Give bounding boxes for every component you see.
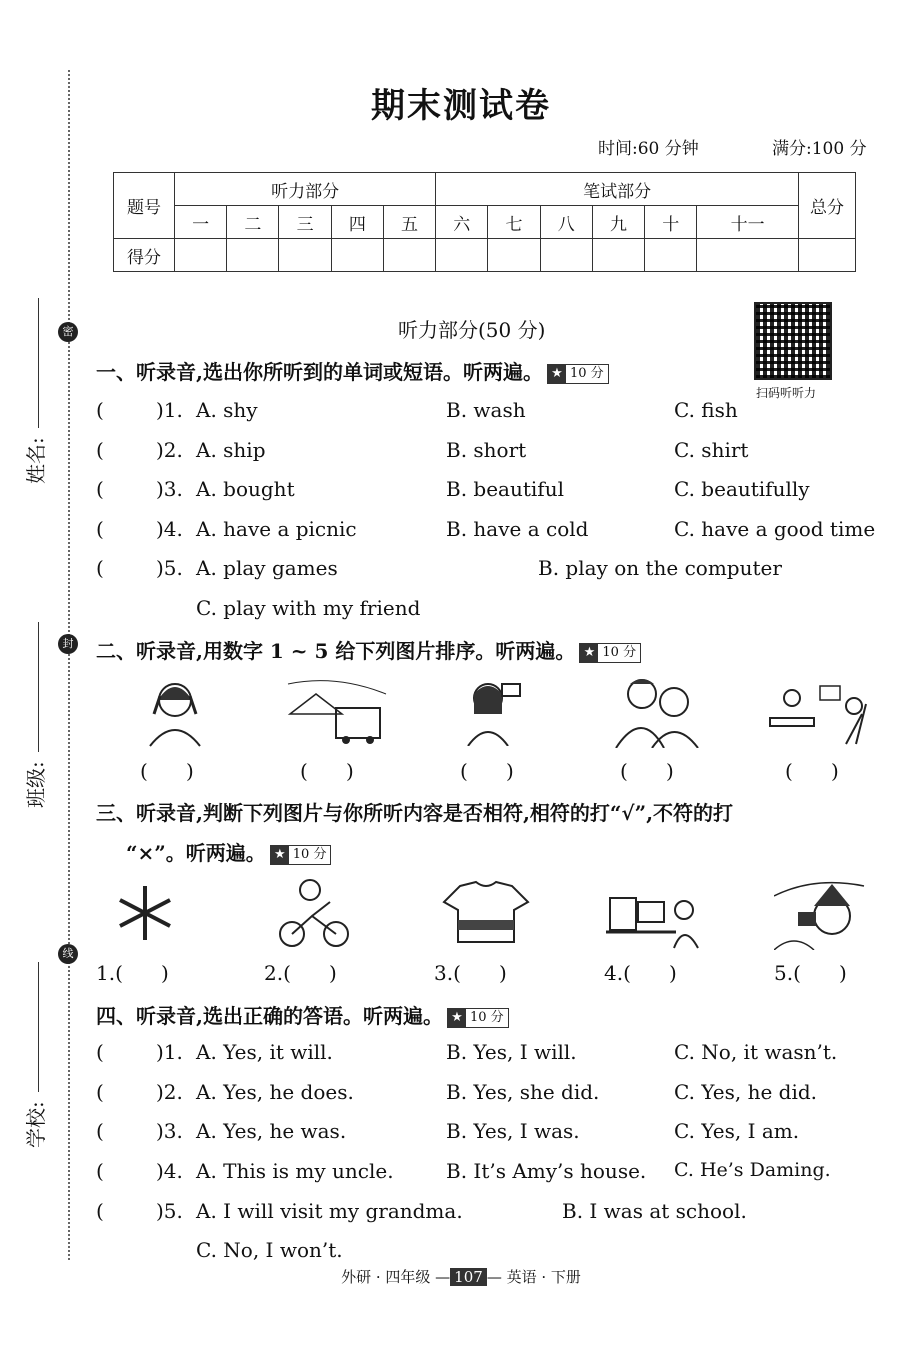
points-badge xyxy=(447,1008,509,1028)
option-a: A. ship xyxy=(196,438,266,462)
answer-paren[interactable]: ( xyxy=(96,477,104,501)
score-cell[interactable] xyxy=(799,239,856,272)
option-a: A. shy xyxy=(196,398,258,422)
order-paren[interactable]: ( ) xyxy=(300,759,354,783)
q-num: 八 xyxy=(540,206,592,239)
points-text: 10 分 xyxy=(469,1009,504,1025)
section4-heading xyxy=(96,1000,509,1029)
option-b: B. beautiful xyxy=(446,477,564,501)
option-b: B. have a cold xyxy=(446,517,589,541)
option-a: A. This is my uncle. xyxy=(196,1159,394,1183)
girl-headache-picture xyxy=(140,676,210,748)
street-bus-picture xyxy=(286,674,388,746)
answer-paren[interactable]: ( xyxy=(96,438,104,462)
q-num: 六 xyxy=(436,206,488,239)
score-cell[interactable] xyxy=(279,239,331,272)
q-num: 四 xyxy=(331,206,383,239)
points-text: 10 分 xyxy=(292,846,327,862)
tihao-cell: 题号 xyxy=(114,173,175,239)
answer-paren[interactable]: ( xyxy=(96,556,104,580)
score-row-label: 得分 xyxy=(114,239,175,272)
judge-item[interactable]: 1.( ) xyxy=(96,961,169,985)
judge-item[interactable]: 5.( ) xyxy=(774,961,847,985)
star-icon: ★ xyxy=(448,1009,466,1027)
page-number: 107 xyxy=(450,1268,487,1286)
answer-paren[interactable]: ( xyxy=(96,1119,104,1143)
snowflake-picture xyxy=(112,882,178,944)
judge-label: 4. xyxy=(604,961,624,985)
name-label: 姓名: xyxy=(24,437,48,484)
q-number: )1. xyxy=(156,398,183,422)
option-b: B. short xyxy=(446,438,527,462)
option-b: B. wash xyxy=(446,398,526,422)
listening-part-header: 听力部分 xyxy=(175,173,436,206)
tshirt-picture xyxy=(440,880,532,946)
boy-computer-picture xyxy=(606,892,702,950)
option-a: A. Yes, it will. xyxy=(196,1040,333,1064)
girl-drinking-picture xyxy=(460,674,526,746)
class-blank-line[interactable] xyxy=(38,622,39,752)
q-number: )3. xyxy=(156,1119,183,1143)
family-cleaning-picture xyxy=(766,684,878,748)
section2-heading-text: 二、听录音,用数字 1 ~ 5 给下列图片排序。听两遍。 xyxy=(96,639,576,663)
option-b: B. Yes, I will. xyxy=(446,1040,577,1064)
q-num: 十 xyxy=(645,206,697,239)
listening-section-title: 听力部分(50 分) xyxy=(398,318,546,342)
school-blank-line[interactable] xyxy=(38,962,39,1092)
boy-camera-picture xyxy=(774,876,870,950)
option-c: C. Yes, he did. xyxy=(674,1080,818,1104)
order-paren[interactable]: ( ) xyxy=(460,759,514,783)
written-part-header: 笔试部分 xyxy=(436,173,799,206)
section3-heading-line2 xyxy=(126,837,331,866)
girl-bike-picture xyxy=(276,876,354,948)
judge-item[interactable]: 3.( ) xyxy=(434,961,507,985)
q-num: 十一 xyxy=(697,206,799,239)
option-a: A. play games xyxy=(196,556,338,580)
star-icon: ★ xyxy=(548,365,566,383)
q-num: 五 xyxy=(383,206,435,239)
option-c: C. play with my friend xyxy=(196,596,421,620)
answer-paren[interactable]: ( xyxy=(96,1159,104,1183)
total-cell: 总分 xyxy=(799,173,856,239)
q-number: )4. xyxy=(156,517,183,541)
answer-paren[interactable]: ( xyxy=(96,1199,104,1223)
option-c: C. have a good time xyxy=(674,517,876,541)
option-c: C. Yes, I am. xyxy=(674,1119,800,1143)
q-number: )5. xyxy=(156,1199,183,1223)
option-b: B. Yes, I was. xyxy=(446,1119,580,1143)
seal-mark-feng: 封 xyxy=(58,634,78,654)
q-num: 七 xyxy=(488,206,540,239)
q-number: )3. xyxy=(156,477,183,501)
score-cell[interactable] xyxy=(175,239,227,272)
option-b: B. I was at school. xyxy=(562,1199,747,1223)
score-cell[interactable] xyxy=(540,239,592,272)
answer-paren[interactable]: ( xyxy=(96,517,104,541)
footer-right: — 英语 · 下册 xyxy=(486,1268,581,1286)
section3-heading-text: “×”。听两遍。 xyxy=(126,841,266,865)
q-num: 二 xyxy=(227,206,279,239)
judge-item[interactable]: 4.( ) xyxy=(604,961,677,985)
option-a: A. bought xyxy=(196,477,295,501)
q-number: )2. xyxy=(156,1080,183,1104)
q-number: )4. xyxy=(156,1159,183,1183)
answer-paren[interactable]: ( xyxy=(96,1080,104,1104)
star-icon: ★ xyxy=(271,846,289,864)
judge-label: 2. xyxy=(264,961,284,985)
order-paren[interactable]: ( ) xyxy=(620,759,674,783)
score-cell[interactable] xyxy=(645,239,697,272)
q-num: 一 xyxy=(175,206,227,239)
answer-paren[interactable]: ( xyxy=(96,1040,104,1064)
section1-heading-text: 一、听录音,选出你所听到的单词或短语。听两遍。 xyxy=(96,360,543,384)
score-cell[interactable] xyxy=(436,239,488,272)
judge-label: 1. xyxy=(96,961,116,985)
option-b: B. play on the computer xyxy=(538,556,782,580)
footer-left: 外研 · 四年级 — xyxy=(341,1268,451,1286)
order-paren[interactable]: ( ) xyxy=(140,759,194,783)
option-a: A. have a picnic xyxy=(196,517,357,541)
score-cell[interactable] xyxy=(383,239,435,272)
option-b: B. Yes, she did. xyxy=(446,1080,600,1104)
points-badge xyxy=(270,845,332,865)
time-limit: 时间:60 分钟 xyxy=(598,139,699,159)
option-c: C. He’s Daming. xyxy=(674,1159,831,1181)
q-num: 九 xyxy=(592,206,644,239)
score-cell[interactable] xyxy=(227,239,279,272)
school-label: 学校: xyxy=(24,1101,48,1148)
name-blank-line[interactable] xyxy=(38,298,39,428)
section4-heading-text: 四、听录音,选出正确的答语。听两遍。 xyxy=(96,1004,443,1028)
q-num: 三 xyxy=(279,206,331,239)
points-text: 10 分 xyxy=(602,644,637,660)
points-badge xyxy=(547,364,609,384)
option-a: A. Yes, he was. xyxy=(196,1119,347,1143)
option-a: A. Yes, he does. xyxy=(196,1080,354,1104)
option-c: C. beautifully xyxy=(674,477,810,501)
class-label: 班级: xyxy=(24,761,48,808)
q-number: )5. xyxy=(156,556,183,580)
full-score: 满分:100 分 xyxy=(772,139,867,159)
section3-heading-line1: 三、听录音,判断下列图片与你所听内容是否相符,相符的打“√”,不符的打 xyxy=(96,801,734,825)
option-c: C. fish xyxy=(674,398,738,422)
option-c: C. No, it wasn’t. xyxy=(674,1040,838,1064)
points-text: 10 分 xyxy=(569,365,604,381)
q-number: )2. xyxy=(156,438,183,462)
judge-label: 3. xyxy=(434,961,454,985)
section1-heading xyxy=(96,356,609,385)
judge-label: 5. xyxy=(774,961,794,985)
score-cell[interactable] xyxy=(697,239,799,272)
binding-dotted-line xyxy=(68,70,70,1260)
option-c: C. shirt xyxy=(674,438,749,462)
score-cell[interactable] xyxy=(331,239,383,272)
score-cell[interactable] xyxy=(592,239,644,272)
score-cell[interactable] xyxy=(488,239,540,272)
judge-item[interactable]: 2.( ) xyxy=(264,961,337,985)
option-a: A. I will visit my grandma. xyxy=(196,1199,463,1223)
page-title: 期末测试卷 xyxy=(371,86,551,126)
page-footer xyxy=(0,1266,922,1287)
option-b: B. It’s Amy’s house. xyxy=(446,1159,647,1183)
qr-code-icon[interactable] xyxy=(754,302,832,380)
option-c: C. No, I won’t. xyxy=(196,1238,343,1262)
section2-heading xyxy=(96,635,641,664)
grandparents-picture xyxy=(612,674,702,748)
qr-caption: 扫码听听力 xyxy=(756,386,817,400)
q-number: )1. xyxy=(156,1040,183,1064)
star-icon: ★ xyxy=(580,644,598,662)
seal-mark-xian: 线 xyxy=(58,944,78,964)
points-badge xyxy=(579,643,641,663)
seal-mark-mi: 密 xyxy=(58,322,78,342)
order-paren[interactable]: ( ) xyxy=(785,759,839,783)
score-table xyxy=(113,172,856,272)
answer-paren[interactable]: ( xyxy=(96,398,104,422)
